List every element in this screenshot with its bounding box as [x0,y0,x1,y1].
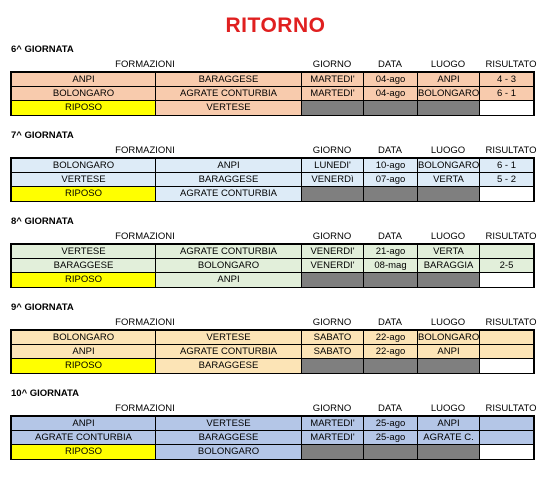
cell-empty [480,273,533,287]
column-headers [0,145,551,156]
cell-away: BARAGGESE [156,173,302,187]
cell-luogo: ANPI [418,73,480,87]
page-title: RITORNO [225,14,326,37]
cell-empty [302,273,364,287]
riposo-team: BOLONGARO [156,445,302,459]
cell-away: AGRATE CONTURBIA [156,245,302,259]
cell-empty [418,359,480,373]
cell-empty [480,445,533,459]
cell-risultato: 6 - 1 [480,87,533,101]
riposo-row [12,273,533,287]
riposo-label: RIPOSO [12,273,156,287]
riposo-team: ANPI [156,273,302,287]
cell-risultato [480,417,533,431]
header-risultato: RISULTATO [485,59,537,70]
cell-empty [302,101,364,115]
header-risultato: RISULTATO [485,317,537,328]
cell-data: 04-ago [364,73,418,87]
column-headers [0,403,551,414]
match-row [12,159,533,173]
header-data: DATA [378,317,402,328]
cell-home: VERTESE [12,245,156,259]
cell-risultato [480,245,533,259]
riposo-row [12,101,533,115]
match-row [12,87,533,101]
fixture-table [10,71,535,116]
header-giorno: GIORNO [312,59,352,70]
cell-home: ANPI [12,73,156,87]
cell-giorno: SABATO [302,331,364,345]
match-row [12,173,533,187]
cell-luogo: BARAGGIA [418,259,480,273]
cell-data: 25-ago [364,431,418,445]
cell-empty [302,359,364,373]
header-data: DATA [378,59,402,70]
fixture-table [10,329,535,374]
cell-giorno: MARTEDI' [302,73,364,87]
cell-away: BOLONGARO [156,259,302,273]
cell-home: ANPI [12,345,156,359]
cell-data: 22-ago [364,345,418,359]
riposo-row [12,359,533,373]
riposo-label: RIPOSO [12,359,156,373]
riposo-row [12,187,533,201]
riposo-team: VERTESE [156,101,302,115]
cell-giorno: VENERDI' [302,245,364,259]
cell-risultato: 5 - 2 [480,173,533,187]
cell-luogo: VERTA [418,173,480,187]
cell-luogo: ANPI [418,345,480,359]
column-headers [0,231,551,242]
cell-data: 25-ago [364,417,418,431]
cell-luogo: BOLONGARO [418,160,480,171]
round-label: 10^ GIORNATA [11,388,80,399]
cell-empty [364,187,418,201]
match-row [12,73,533,87]
cell-empty [480,101,533,115]
cell-luogo: ANPI [418,417,480,431]
cell-data: 04-ago [364,87,418,101]
header-risultato: RISULTATO [485,231,537,242]
cell-empty [418,445,480,459]
match-row [12,331,533,345]
cell-risultato: 6 - 1 [480,159,533,173]
cell-giorno: MARTEDI' [302,87,364,101]
header-formazioni: FORMAZIONI [115,145,175,156]
riposo-team: AGRATE CONTURBIA [156,187,302,201]
cell-home: AGRATE CONTURBIA [12,431,156,445]
header-giorno: GIORNO [312,317,352,328]
cell-giorno: LUNEDI' [302,159,364,173]
cell-giorno: SABATO [302,345,364,359]
header-risultato: RISULTATO [485,145,537,156]
header-giorno: GIORNO [312,231,352,242]
cell-home: BOLONGARO [12,159,156,173]
cell-luogo: VERTA [418,245,480,259]
cell-away: ANPI [156,159,302,173]
cell-home: BARAGGESE [12,259,156,273]
cell-data: 10-ago [364,159,418,173]
cell-empty [418,187,480,201]
fixture-table [10,415,535,460]
fixture-table [10,157,535,202]
riposo-label: RIPOSO [12,101,156,115]
header-luogo: LUOGO [430,231,466,242]
round-label: 7^ GIORNATA [11,130,74,141]
riposo-row [12,445,533,459]
column-headers [0,59,551,70]
cell-empty [364,101,418,115]
riposo-team: BARAGGESE [156,359,302,373]
header-data: DATA [378,403,402,414]
fixture-table [10,243,535,288]
header-data: DATA [378,231,402,242]
cell-home: ANPI [12,417,156,431]
cell-away: BARAGGESE [156,431,302,445]
cell-empty [364,359,418,373]
cell-empty [364,273,418,287]
match-row [12,345,533,359]
cell-data: 21-ago [364,245,418,259]
cell-empty [418,273,480,287]
cell-home: BOLONGARO [12,331,156,345]
cell-empty [480,359,533,373]
cell-empty [364,445,418,459]
match-row [12,431,533,445]
cell-giorno: VENERDI' [302,259,364,273]
match-row [12,245,533,259]
cell-data: 08-mag [364,259,418,273]
riposo-label: RIPOSO [12,445,156,459]
column-headers [0,317,551,328]
round-label: 9^ GIORNATA [11,302,74,313]
header-formazioni: FORMAZIONI [115,403,175,414]
cell-risultato [480,431,533,445]
cell-away: VERTESE [156,417,302,431]
header-giorno: GIORNO [312,403,352,414]
header-luogo: LUOGO [430,403,466,414]
header-formazioni: FORMAZIONI [115,317,175,328]
round-label: 8^ GIORNATA [11,216,74,227]
cell-data: 22-ago [364,331,418,345]
header-formazioni: FORMAZIONI [115,59,175,70]
cell-giorno: MARTEDI' [302,417,364,431]
cell-risultato: 2-5 [480,259,533,273]
cell-luogo: AGRATE C. [418,431,480,445]
header-luogo: LUOGO [430,59,466,70]
cell-away: BARAGGESE [156,73,302,87]
cell-empty [418,101,480,115]
cell-empty [480,187,533,201]
round-label: 6^ GIORNATA [11,44,74,55]
cell-giorno: MARTEDI' [302,431,364,445]
cell-giorno: VENERDì [302,173,364,187]
header-formazioni: FORMAZIONI [115,231,175,242]
header-luogo: LUOGO [430,317,466,328]
cell-data: 07-ago [364,173,418,187]
header-data: DATA [378,145,402,156]
header-giorno: GIORNO [312,145,352,156]
cell-risultato [480,331,533,345]
header-risultato: RISULTATO [485,403,537,414]
cell-home: VERTESE [12,173,156,187]
cell-luogo: BOLONGARO [418,332,480,343]
header-luogo: LUOGO [430,145,466,156]
cell-luogo: BOLONGARO [418,88,480,99]
cell-risultato: 4 - 3 [480,73,533,87]
match-row [12,259,533,273]
cell-home: BOLONGARO [12,87,156,101]
cell-away: VERTESE [156,331,302,345]
cell-risultato [480,345,533,359]
riposo-label: RIPOSO [12,187,156,201]
cell-away: AGRATE CONTURBIA [156,345,302,359]
cell-empty [302,445,364,459]
cell-away: AGRATE CONTURBIA [156,87,302,101]
match-row [12,417,533,431]
cell-empty [302,187,364,201]
